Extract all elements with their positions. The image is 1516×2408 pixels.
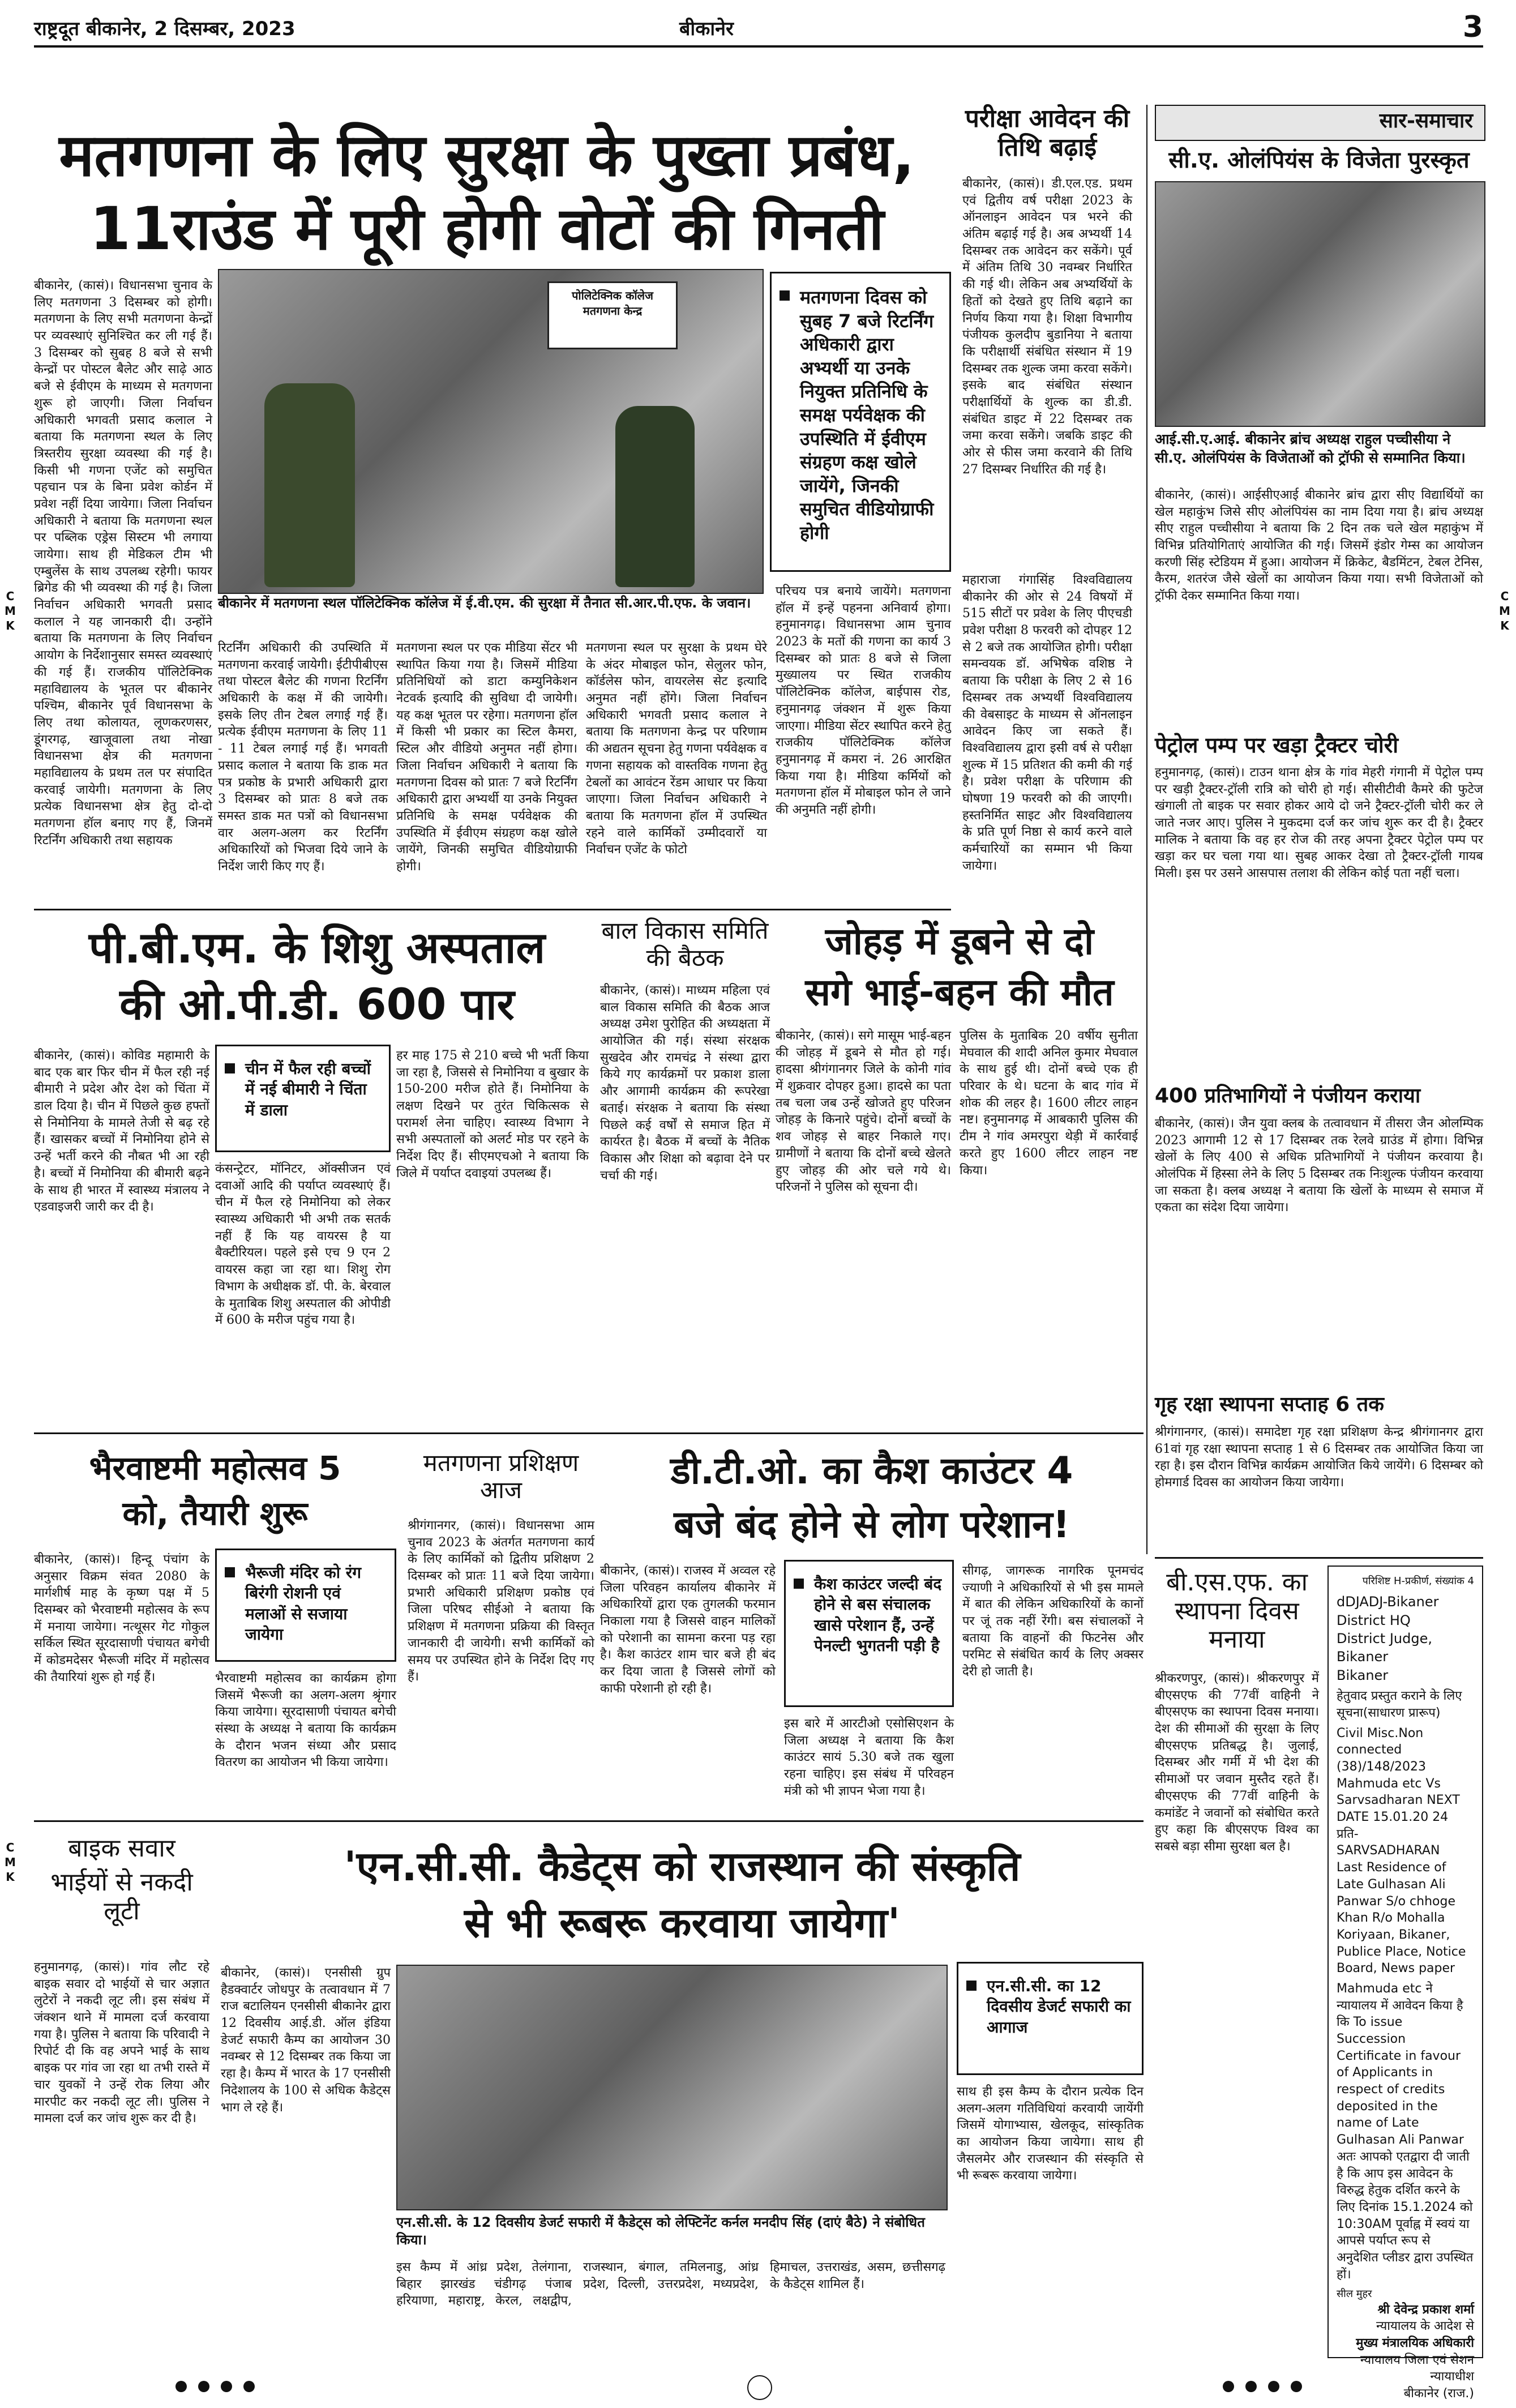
pbm-story-col1: बीकानेर, (कासं)। कोविड महामारी के बाद एक बार फिर चीन में फैल रही नई बीमारी ने प्रदेश और देश को चिंता में डाल दिया है। चीन में पिछले कुछ हफ्तों से निमोनिया के मामले तेजी से बढ़ रहे हैं। खासकर बच्चों में निमोनिया होने से उन्हें भर्ती करने की नौबत भी आ रही है। बच्चों में निमोनिया की बीमारी बढ़ने के साथ ही भारत में स्वास्थ्य मंत्रालय ने एडवाइजरी जारी कर दी है। <box>34 1049 209 1214</box>
notice-name: SARVSADHARAN <box>1337 1844 1440 1858</box>
page-header <box>34 10 1483 48</box>
reg-headline: 400 प्रतिभागियों ने पंजीयन कराया <box>1155 1084 1421 1107</box>
bullet-square <box>225 1567 235 1577</box>
bike-story: हनुमानगढ़, (कासं)। गांव लौट रहे बाइक सवार दो भाईयों से चार अज्ञात लुटेरों ने नकदी लूट ली। इस संबंध में जंक्शन थाने में मामला दर्ज करवाया गया है। पुलिस ने बताया कि परिवादी ने रिपोर्ट दी कि वह अपने भाई के साथ बाइक पर गांव जा रहा था तभी रास्ते में चार युवकों ने उन्हें रोक लिया और मारपीट कर नकदी लूट ली। पुलिस ने मामला दर्ज कर जांच शुरू कर दी है। <box>34 1960 209 2126</box>
pbm-headline-2: की ओ.पी.डी. 600 पार <box>119 979 515 1029</box>
pbm-story-col2: कंसन्ट्रेटर, मॉनिटर, ऑक्सीजन एवं दवाओं आदि की पर्याप्त व्यवस्थाएं हैं। चीन में फैल रहे निमोनिया को लेकर स्वास्थ्य अधिकारी भी अभी तक सतर्क नहीं हैं कि यह वायरस है या बैक्टीरियल। पहले इसे एच 9 एन 2 वायरस कहा जा रहा था। शिशु रोग विभाग के अधीक्षक डॉ. पी. के. बेरवाल के मुताबिक शिशु अस्पताल की ओपीडी में 600 के मरीज पहुंच गया है। <box>215 1162 391 1328</box>
johad-headline-2: सगे भाई-बहन की मौत <box>805 970 1114 1014</box>
sar-photo-caption: आई.सी.ए.आई. बीकानेर ब्रांच अध्यक्ष राहुल पच्चीसीया ने सी.ए. ओलंपियंस के विजेताओं को ट्रॉफी से सम्मानित किया। <box>1155 431 1466 466</box>
dto-story-col2: इस बारे में आरटीओ एसोसिएशन के जिला अध्यक्ष ने बताया कि कैश काउंटर सायं 5.30 बजे तक खुला रहना चाहिए। इस संबंध में परिवहन मंत्री को भी ज्ञापन भेजा गया है। <box>784 1717 954 1798</box>
page-number: 3 <box>1462 10 1483 44</box>
notice-court: District Judge, Bikaner <box>1337 1631 1432 1665</box>
dto-story-col1: बीकानेर, (कासं)। राजस्व में अव्वल रहे जिला परिवहन कार्यालय बीकानेर में अधिकारियों द्वारा एक तुगलकी फरमान निकाला गया है जिससे वाहन मालिकों को परेशानी का सामना करना पड़ रहा है। कैश काउंटर शाम चार बजे ही बंद कर दिया जाता है जिससे लोगों को काफी परेशानी हो रही है। <box>600 1564 776 1696</box>
bhairav-highlight-text: भैरूजी मंदिर को रंग बिरंगी रोशनी एवं मलाओं से सजाया जायेगा <box>245 1563 362 1644</box>
pbm-highlight-box <box>215 1045 391 1152</box>
section-rule <box>1155 1557 1483 1559</box>
petrol-headline: पेट्रोल पम्प पर खड़ा ट्रैक्टर चोरी <box>1155 733 1399 758</box>
reg-k: K <box>6 1870 15 1884</box>
bhairav-story-col2: भैरवाष्टमी महोत्सव का कार्यक्रम होगा जिसमें भैरूजी का अलग-अलग श्रृंगार किया जायेगा। सूरदासाणी पंचायत बगेची संस्था के अध्यक्ष ने बताया कि कार्यक्रम के दौरान भजन संध्या और प्रसाद वितरण का आयोजन भी किया जायेगा। <box>215 1671 396 1770</box>
masthead-date: राष्ट्रदूत बीकानेर, 2 दिसम्बर, 2023 <box>34 18 296 40</box>
ncc-story-col1: बीकानेर, (कासं)। एनसीसी ग्रुप हैडक्वार्टर जोधपुर के तत्वावधान में 7 राज बटालियन एनसीसी बीकानेर द्वारा 12 दिवसीय आई.डी. ऑल इंडिया डेजर्ट सफारी कैम्प का आयोजन 30 नवम्बर से 12 दिसम्बर तक किया जा रहा है। कैम्प में भारत के 17 एनसीसी निदेशालय के 100 से अधिक कैडेट्स भाग ले रहे हैं। <box>221 1966 391 2115</box>
lead-headline-1: मतगणना के लिए सुरक्षा के पुख्ता प्रबंध, <box>59 121 915 190</box>
notice-place: Bikaner <box>1337 1667 1389 1683</box>
lead-photo <box>218 269 764 594</box>
bullet-square <box>225 1063 235 1073</box>
home-story: श्रीगंगानगर, (कासं)। समादेष्टा गृह रक्षा प्रशिक्षण केन्द्र श्रीगंगानगर द्वारा 61वां गृह रक्षा स्थापना सप्ताह 1 से 6 दिसम्बर तक आयोजित किया जा रहा है। इस दौरान विभिन्न कार्यक्रम आयोजित किये जायेंगे। 6 दिसम्बर को होमगार्ड दिवस का आयोजन किया जायेगा। <box>1155 1425 1483 1490</box>
reg-m: M <box>5 1855 16 1869</box>
color-register-left-2 <box>5 1840 16 1884</box>
sar-headline: सी.ए. ओलंपियंस के विजेता पुरस्कृत <box>1168 147 1470 173</box>
reg-m: M <box>5 604 16 618</box>
bhairav-highlight-box <box>215 1549 396 1662</box>
dto-headline-2: बजे बंद होने से लोग परेशान! <box>674 1503 1070 1546</box>
ncc-highlight-text: एन.सी.सी. का 12 दिवसीय डेजर्ट सफारी का आगाज <box>987 1977 1131 2037</box>
exam-headline: परीक्षा आवेदन की तिथि बढ़ाई <box>965 104 1130 162</box>
notice-sign-3: मुख्य मंत्रालयिक अधिकारी <box>1356 2336 1474 2350</box>
bsf-headline: बी.एस.एफ. का स्थापना दिवस मनाया <box>1166 1568 1308 1654</box>
column-rule <box>1146 105 1147 1554</box>
lead-highlight-text: मतगणना दिवस को सुबह 7 बजे रिटर्निंग अधिकारी द्वारा अभ्यर्थी या उनके नियुक्त प्रतिनिधि के समक्ष पर्यवेक्षक की उपस्थिति में ईवीएम संग्रहण कक्ष खोले जायेंगे, जिनकी समुचित वीडियोग्राफी होगी <box>800 286 934 544</box>
ncc-headline-1: 'एन.सी.सी. कैडेट्स को राजस्थान की संस्कृति <box>344 1842 1021 1890</box>
bhairav-story-col1: बीकानेर, (कासं)। हिन्दू पंचांग के अनुसार विक्रम संवत 2080 के मार्गशीर्ष माह के कृष्ण पक्ष में 5 दिसम्बर को भैरवाष्टमी महोत्सव के रूप में मनाया जायेगा। नत्थूसर गेट गोकुल सर्किल स्थित सूरदासाणी पंचायत बगेची में कोडमदेसर भैरूजी मंदिर में महोत्सव की तैयारियां शुरू हो गई हैं। <box>34 1552 209 1684</box>
reg-c: C <box>6 589 15 603</box>
reg-c: C <box>6 1841 15 1854</box>
reg-m: M <box>1499 604 1510 618</box>
johad-story-col2: पुलिस के मुताबिक 20 वर्षीय सुनीता मेघवाल की शादी अनिल कुमार मेघवाल के साथ हुई थी। दोनों बच्चे एक ही परिवार के थे। घटना के बाद गांव में शोक की लहर है। 1600 लीटर लाहन नष्ट। हनुमानगढ़ में आबकारी पुलिस की टीम ने गांव अमरपुरा थेड़ी में कार्रवाई करते हुए 1600 लीटर लाहन नष्ट किया। <box>960 1029 1138 1178</box>
color-register-left <box>5 589 16 633</box>
ncc-highlight-box <box>957 1962 1144 2075</box>
exam-story-col1: बीकानेर, (कासं)। डी.एल.एड. प्रथम एवं द्वितीय वर्ष परीक्षा 2023 के ऑनलाइन आवेदन पत्र भरने की अंतिम बढ़ाई गई है। अब अभ्यर्थी 14 दिसम्बर तक आवेदन कर सकेंगे। पूर्व में अंतिम तिथि 30 नवम्बर निर्धारित की गई थी। लेकिन अब अभ्यर्थियों के हितों को देखते हुए तिथि बढ़ाने का निर्णय किया गया है। शिक्षा विभागीय पंजीयक कुलदीप बुडानिया ने बताया कि परीक्षार्थी संबंधित संस्थान में 19 दिसम्बर तक शुल्क जमा करवा सकेंगे। इसके बाद संबंधित संस्थान परीक्षार्थियों के शुल्क का डी.डी. संबंधित डाइट में 22 दिसम्बर तक जमा करवा सकेंगे। जबकि डाइट की ओर से फीस जमा करवाने की तिथि 27 दिसम्बर निर्धारित की गई है। <box>962 177 1132 477</box>
lead-story-col3: मतगणना स्थल पर एक मीडिया सेंटर भी स्थापित किया गया है। जिसमें मीडिया प्रतिनिधियों को डाटा कम्युनिकेशन नेटवर्क इत्यादि की सुविधा दी जायेगी। यह कक्ष भूतल पर रहेगा। मतगणना हॉल में किसी भी प्रकार का स्टिल कैमरा, स्टिल और वीडियो अनुमत नहीं होगा। जिला निर्वाचन अधिकारी ने बताया कि मतगणना दिवस को प्रातः 7 बजे रिटर्निंग अधिकारी द्वारा अभ्यर्थी या उनके नियुक्त प्रतिनिधि के समक्ष पर्यवेक्षक की उपस्थिति में ईवीएम संग्रहण कक्ष खोले जायेंगे, जिनकी समुचित वीडियोग्राफी होगी। <box>396 641 577 874</box>
petrol-story: हनुमानगढ़, (कासं)। टाउन थाना क्षेत्र के गांव मेहरी गंगानी में पेट्रोल पम्प पर खड़ी ट्रैक्टर-ट्रॉली रात्रि को चोरी हो गई। सीसीटीवी कैमरे की फुटेज खंगाली तो बाइक पर सवार होकर आये दो जने ट्रैक्टर-ट्रॉली चोरी कर ले जाते नजर आए। पुलिस ने मुकदमा दर्ज कर जांच शुरू कर दी है। ट्रैक्टर मालिक ने बताया कि वह हर रोज की तरह अपना ट्रैक्टर पेट्रोल पम्प पर खड़ा कर घर चला गया था। सुबह आकर देखा तो ट्रैक्टर-ट्रॉली गायब मिली। इस पर उसने आसपास तलाश की लेकिन कोई पता नहीं चला। <box>1155 765 1483 881</box>
court-notice <box>1327 1566 1483 2401</box>
reg-c: C <box>1500 589 1509 603</box>
ncc-story-col2: इस कैम्प में आंध्र प्रदेश, तेलंगाना, बिहार झारखंड चंडीगढ़ पंजाब हरियाणा, महाराष्ट्र, केरल, लक्षद्वीप, राजस्थान, बंगाल, तमिलनाडु, आंध्र प्रदेश, दिल्ली, उत्तरप्रदेश, मध्यप्रदेश, हिमाचल, उत्तराखंड, असम, छत्तीसगढ़ के कैडेट्स शामिल हैं। <box>396 2260 945 2308</box>
sar-label: सार-समाचार <box>1379 109 1473 132</box>
notice-case: dDJADJ-Bikaner District HQ <box>1337 1594 1439 1628</box>
ncc-photo <box>396 1965 948 2210</box>
sar-photo <box>1155 181 1485 427</box>
bal-story: बीकानेर, (कासं)। माध्यम महिला एवं बाल विकास समिति की बैठक आज अध्यक्ष उमेश पुरोहित की अध्यक्षता में आयोजित की गई। संस्था संरक्षक सुखदेव और रामचंद्र ने संस्था द्वारा किये गए कार्यक्रमों पर प्रकाश डाला और आगामी कार्यक्रम की रूपरेखा बताई। संरक्षक ने बताया कि संस्था पिछले कई वर्षों से समाज हित में कार्यरत है। बैठक में बच्चों के नैतिक विकास और शिक्षा को बढ़ावा देने पर चर्चा की गई। <box>600 983 770 1183</box>
section-name: बीकानेर <box>679 18 734 40</box>
dto-highlight-text: कैश काउंटर जल्दी बंद होने से बस संचालक खासे परेशान हैं, उन्हें पेनल्टी भुगतनी पड़ी है <box>814 1575 942 1656</box>
soldier-figure-2 <box>615 406 695 587</box>
reg-k: K <box>6 619 15 632</box>
notice-sign-5: बीकानेर (राज.) <box>1403 2386 1474 2401</box>
dto-highlight-box <box>784 1560 954 1707</box>
soldier-figure <box>264 383 355 587</box>
ncc-headline-2: से भी रूबरू करवाया जायेगा' <box>464 1899 901 1947</box>
pbm-highlight-text: चीन में फैल रही बच्चों में नई बीमारी ने चिंता में डाला <box>245 1059 371 1119</box>
section-rule <box>34 1432 1144 1434</box>
lead-highlight-box <box>770 272 951 572</box>
reg-k: K <box>1500 619 1509 632</box>
pbm-story-col3: हर माह 175 से 210 बच्चे भी भर्ती किया जा रहा है, जिससे से निमोनिया व बुखार के 150-200 मरीज होते हैं। निमोनिया के लक्षण दिखने पर तुरंत चिकित्सक से परामर्श लेना चाहिए। स्वास्थ्य विभाग ने सभी अस्पतालों को अलर्ट मोड पर रहने के निर्देश दिए हैं। सीएमएचओ ने बताया कि जिले में पर्याप्त दवाइयां उपलब्ध हैं। <box>396 1049 589 1181</box>
section-rule <box>34 909 951 910</box>
bsf-story: श्रीकरणपुर, (कासं)। श्रीकरणपुर में बीएसएफ की 77वीं वाहिनी ने बीएसएफ का स्थापना दिवस मनाया। देश की सीमाओं की सुरक्षा के लिए बीएसएफ प्रतिबद्ध है। जुलाई, दिसम्बर और गर्मी में भी देश की सीमाओं पर जवान मुस्तैद रहते हैं। बीएसएफ की 77वीं वाहिनी के कमांडेंट ने जवानों को संबोधित करते हुए कहा कि बीएसएफ विश्व का सबसे बड़ा सीमा सुरक्षा बल है। <box>1155 1671 1319 1854</box>
mat-headline: मतगणना प्रशिक्षण आज <box>423 1449 579 1504</box>
sar-label-box <box>1155 105 1485 141</box>
dto-headline-1: डी.टी.ओ. का कैश काउंटर 4 <box>670 1449 1073 1492</box>
bal-headline: बाल विकास समिति की बैठक <box>601 917 769 972</box>
notice-seal: सील मुहर <box>1337 2288 1372 2300</box>
notice-sign-1: श्री देवेन्द्र प्रकाश शर्मा <box>1377 2302 1474 2317</box>
bhairav-headline-1: भैरवाष्टमी महोत्सव 5 <box>89 1449 341 1487</box>
bullet-square <box>794 1579 804 1589</box>
johad-story-col1: बीकानेर, (कासं)। सगे मासूम भाई-बहन की जोहड़ में डूबने से मौत हो गई। हादसा श्रीगंगानगर जिले के कोनी गांव में शुक्रवार दोपहर हुआ। हादसे का पता तब चला जब उन्हें खोजते हुए परिजन जोहड़ के किनारे पहुंचे। दोनों बच्चों के शव जोहड़ से बाहर निकाले गए। ग्रामीणों ने बताया कि दोनों बच्चे खेलते हुए जोहड़ की ओर चले गये थे। परिजनों ने पुलिस को सूचना दी। <box>776 1029 951 1195</box>
bottom-register-dots-left <box>170 2381 260 2394</box>
notice-prati: प्रति- <box>1337 1827 1359 1841</box>
lead-photo-caption: बीकानेर में मतगणना स्थल पॉलिटेक्निक कॉलेज में ई.वी.एम. की सुरक्षा में तैनात सी.आर.पी.एफ. के जवान। <box>218 595 751 611</box>
sar-story: बीकानेर, (कासं)। आईसीएआई बीकानेर ब्रांच द्वारा सीए विद्यार्थियों का खेल महाकुंभ जिसे सीए ओलंपियंस का नाम दिया गया है। ब्रांच अध्यक्ष सीए राहुल पच्चीसीया ने बताया कि 2 दिन तक चले खेल महाकुंभ में विभिन्न प्रतियोगिताएं आयोजित की गई। जिसमें इंडोर गेम्स का आयोजन करणी सिंह स्टेडियम में हुआ। आयोजन में क्रिकेट, बैडमिंटन, टेबल टेनिस, कैरम, शतरंज जैसे खेलों का आयोजन किया गया। सभी विजेताओं को ट्रॉफी देकर सम्मानित किया गया। <box>1155 488 1483 604</box>
notice-sign-4: न्यायालय जिला एवं सेशन न्यायाधीश <box>1360 2353 1474 2384</box>
mat-story: श्रीगंगानगर, (कासं)। विधानसभा आम चुनाव 2023 के अंतर्गत मतगणना कार्य के लिए कार्मिकों को द्वितीय प्रशिक्षण 2 दिसम्बर को प्रातः 11 बजे दिया जायेगा। प्रभारी अधिकारी प्रशिक्षण प्रकोष्ठ एवं जिला परिषद सीईओ ने बताया कि प्रशिक्षण में मतगणना प्रक्रिया की विस्तृत जानकारी दी जायेगी। सभी कार्मिकों को समय पर उपस्थित होने के निर्देश दिए गए हैं। <box>408 1519 594 1684</box>
exam-story-col2: महाराजा गंगासिंह विश्वविद्यालय बीकानेर की ओर से 24 विषयों में 515 सीटों पर प्रवेश के लिए पीएचडी प्रवेश परीक्षा 8 फरवरी को दोपहर 12 से 2 बजे तक आयोजित होगी। परीक्षा समन्वयक डॉ. अभिषेक वशिष्ठ ने बताया कि परीक्षा के लिए 2 से 16 दिसम्बर तक अभ्यर्थी विश्वविद्यालय की वेबसाइट के माध्यम से ऑनलाइन आवेदन किए जा सकते हैं। विश्वविद्यालय द्वारा इसी वर्ष से परीक्षा शुल्क में 15 प्रतिशत की कमी की गई है। प्रवेश परीक्षा के परिणाम की घोषणा 19 फरवरी को की जाएगी। हस्तनिर्मित साइट और विश्वविद्यालय के प्रति पूर्ण निष्ठा से कार्य करने वाले कर्मचारियों का सम्मान भी किया जायेगा। <box>962 572 1132 895</box>
bhairav-headline-2: को, तैयारी शुरू <box>122 1494 308 1533</box>
bottom-register-dots-right <box>1217 2381 1308 2394</box>
bike-headline-1: बाइक सवार <box>68 1834 175 1863</box>
bike-headline-2: भाईयों से नकदी लूटी <box>50 1868 193 1926</box>
johad-headline-1: जोहड़ में डूबने से दो <box>825 919 1094 963</box>
section-rule <box>34 1820 1144 1822</box>
lead-story-col2: रिटर्निंग अधिकारी की उपस्थिति में मतगणना करवाई जायेगी। ईटीपीबीएस तथा पोस्टल बैलेट की गणना रिटर्निंग अधिकारी के कक्ष में की जायेगी। इसके लिए तीन टेबल लगाई गई हैं। प्रत्येक ईवीएम मतगणना के लिए 11 - 11 टेबल लगाई गई हैं। भगवती प्रसाद कलाल ने बताया कि डाक मत पत्र प्रकोष्ठ के प्रभारी अधिकारी द्वारा 3 दिसम्बर को प्रातः 8 बजे तक समस्त डाक मत पत्रों को विधानसभा वार अलग-अलग कर रिटर्निंग अधिकारियों को भिजवा दिये जाने के निर्देश जारी किए गए हैं। <box>218 641 388 874</box>
dto-story-col3: सीगढ़, जागरूक नागरिक पूनमचंद ज्याणी ने अधिकारियों से भी इस मामले में बात की लेकिन अधिकारियों के कानों पर जूं तक नहीं रेंगी। बस संचालकों ने बताया कि वाहनों की फिटनेस और परमिट से संबंधित कार्य के लिए अक्सर देरी हो जाती है। <box>962 1564 1144 1679</box>
ncc-story-col3: साथ ही इस कैम्प के दौरान प्रत्येक दिन अलग-अलग गतिविधियां करवायी जायेंगी जिसमें योगाभ्यास, खेलकूद, सांस्कृतिक का आयोजन किया जायेगा। साथ ही जैसलमेर और राजस्थान की संस्कृति से भी रूबरू करवाया जायेगा। <box>957 2085 1144 2183</box>
photo-sign: पोलिटेक्निक कॉलेज मतगणना केन्द्र <box>547 281 678 349</box>
notice-head: परिशिष्ट H-प्रकीर्ण, संख्यांक 4 <box>1362 1575 1474 1587</box>
bullet-square <box>966 1981 977 1991</box>
color-register-right <box>1499 589 1510 633</box>
home-headline: गृह रक्षा स्थापना सप्ताह 6 तक <box>1155 1393 1384 1416</box>
ncc-photo-caption: एन.सी.सी. के 12 दिवसीय डेजर्ट सफारी में कैडेट्स को लेफ्टिनेंट कर्नल मनदीप सिंह (दाएं बैठे) ने संबोधित किया। <box>396 2214 925 2248</box>
pbm-headline-1: पी.बी.एम. के शिशु अस्पताल <box>88 922 546 973</box>
lead-story-col5: परिचय पत्र बनाये जायेंगे। मतगणना हॉल में इन्हें पहनना अनिवार्य होगा। हनुमानगढ़। विधानसभा आम चुनाव 2023 के मतों की गणना का कार्य 3 दिसम्बर को प्रातः 8 बजे से जिला मुख्यालय पर स्थित राजकीय पॉलिटेक्निक कॉलेज, बाईपास रोड, हनुमानगढ़ जंक्शन में शुरू किया जाएगा। मीडिया सेंटर स्थापित करने हेतु राजकीय पॉलिटेक्निक कॉलेज हनुमानगढ़ में कमरा नं. 26 आरक्षित किया गया है। मीडिया कर्मियों को मतगणना हॉल में मोबाइल फोन ले जाने की अनुमति नहीं होगी। <box>776 584 951 817</box>
lead-story-col4: मतगणना स्थल पर सुरक्षा के प्रथम घेरे के अंदर मोबाइल फोन, सेलुलर फोन, कॉर्डलेस फोन, वायरलेस सेट इत्यादि अनुमत नहीं होंगे। जिला निर्वाचन अधिकारी भगवती प्रसाद कलाल ने बताया कि मतगणना केन्द्र पर परिणाम की अद्यतन सूचना हेतु गणना पर्यवेक्षक व गणना सहायक को वास्तविक गणना हेतु टेबलों का आवंटन रेंडम आधार पर किया जाएगा। जिला निर्वाचन अधिकारी ने बताया कि मतगणना हॉल में उपस्थित रहने वाले कार्मिकों उम्मीदवारों या निर्वाचन एजेंट के फोटो <box>586 641 767 857</box>
notice-hindi: हेतुवाद प्रस्तुत कराने के लिए सूचना(साधारण प्रारूप) <box>1337 1689 1462 1720</box>
lead-story-col1: बीकानेर, (कासं)। विधानसभा चुनाव के लिए मतगणना 3 दिसम्बर को होगी। मतगणना के लिए सभी मतगणना केन्द्रों पर व्यवस्थाएं सुनिश्चित कर ली गई हैं। 3 दिसम्बर को सुबह 8 बजे से सभी केन्द्रों पर पोस्टल बैलेट और साढ़े आठ बजे से ईवीएम के माध्यम से मतगणना शुरू हो जाएगी। जिला निर्वाचन अधिकारी भगवती प्रसाद कलाल ने बताया कि मतगणना स्थल के लिए त्रिस्तरीय सुरक्षा व्यवस्था की गई है। किसी भी गणना एजेंट को समुचित पहचान पत्र के बिना प्रवेश कोर्डन में प्रवेश नहीं दिया जायेगा। जिला निर्वाचन अधिकारी ने बताया कि मतगणना स्थल पर पब्लिक एड्रेस सिस्टम भी लगाया जायेगा। साथ ही मेडिकल टीम भी एम्बुलेंस के साथ उपलब्ध रहेगी। फायर ब्रिगेड की भी व्यवस्था की गई है। जिला निर्वाचन अधिकारी भगवती प्रसाद कलाल ने यह जानकारी दी। उन्होंने बताया कि मतगणना के लिए निर्वाचन आयोग के निर्देशानुसार समस्त व्यवस्थाएं की गई हैं। राजकीय पॉलिटेक्निक महाविद्यालय के भूतल पर बीकानेर पश्चिम, बीकानेर पूर्व विधानसभा के लिए तथा कोलायत, लूणकरणसर, डूंगरगढ़, खाजूवाला तथा नोखा विधानसभा क्षेत्र की मतगणना महाविद्यालय के प्रथम तल पर संपादित करवाई जायेगी। मतगणना के लिए प्रत्येक विधानसभा क्षेत्र हेतु दो-दो मतगणना हॉल बनाए गए हैं, जिनमें रिटर्निंग अधिकारी तथा सहायक <box>34 279 212 848</box>
notice-civil: Civil Misc.Non connected (38)/148/2023 Mahmuda etc Vs Sarvsadharan NEXT DATE 15.01.20 24 <box>1337 1726 1460 1825</box>
bullet-square <box>780 290 790 301</box>
notice-sign-2: न्यायालय के आदेश से <box>1376 2319 1474 2334</box>
reg-story: बीकानेर, (कासं)। जैन युवा क्लब के तत्वावधान में तीसरा जैन ओलम्पिक 2023 आगामी 12 से 17 दिसम्बर तक रेलवे ग्राउंड में होगा। विभिन्न खेलों के लिए 400 से अधिक प्रतिभागियों ने पंजीयन करवाया है। ओलंपिक में हिस्सा लेने के लिए 5 दिसम्बर तक निःशुल्क पंजीयन करवाया जा सकता है। क्लब अध्यक्ष ने बताया कि खेलों के माध्यम से समाज में एकता का संदेश दिया जायेगा। <box>1155 1117 1483 1215</box>
notice-body: Mahmuda etc ने न्यायालय में आवेदन किया है कि To issue Succession Certificate in favour of Applicants in respect of credits deposited in the name of Late Gulhasan Ali Panwar अतः आपको एतद्वारा दी जाती है कि आप इस आवेदन के विरुद्ध हेतुक दर्शित करने के लिए दिनांक 15.1.2024 को 10:30AM पूर्वाह्न में स्वयं या आपसे पर्याप्त रूप से अनुदेशित प्लीडर द्वारा उपस्थित हों। <box>1337 1981 1474 2282</box>
notice-address: Last Residence of Late Gulhasan Ali Panwar S/o chhoge Khan R/o Mohalla Koriyaan, Bikaner, Publice Place, Notice Board, News paper <box>1337 1860 1466 1976</box>
register-mark <box>747 2375 772 2400</box>
lead-headline-2: 11राउंड में पूरी होगी वोटों की गिनती <box>89 194 884 263</box>
